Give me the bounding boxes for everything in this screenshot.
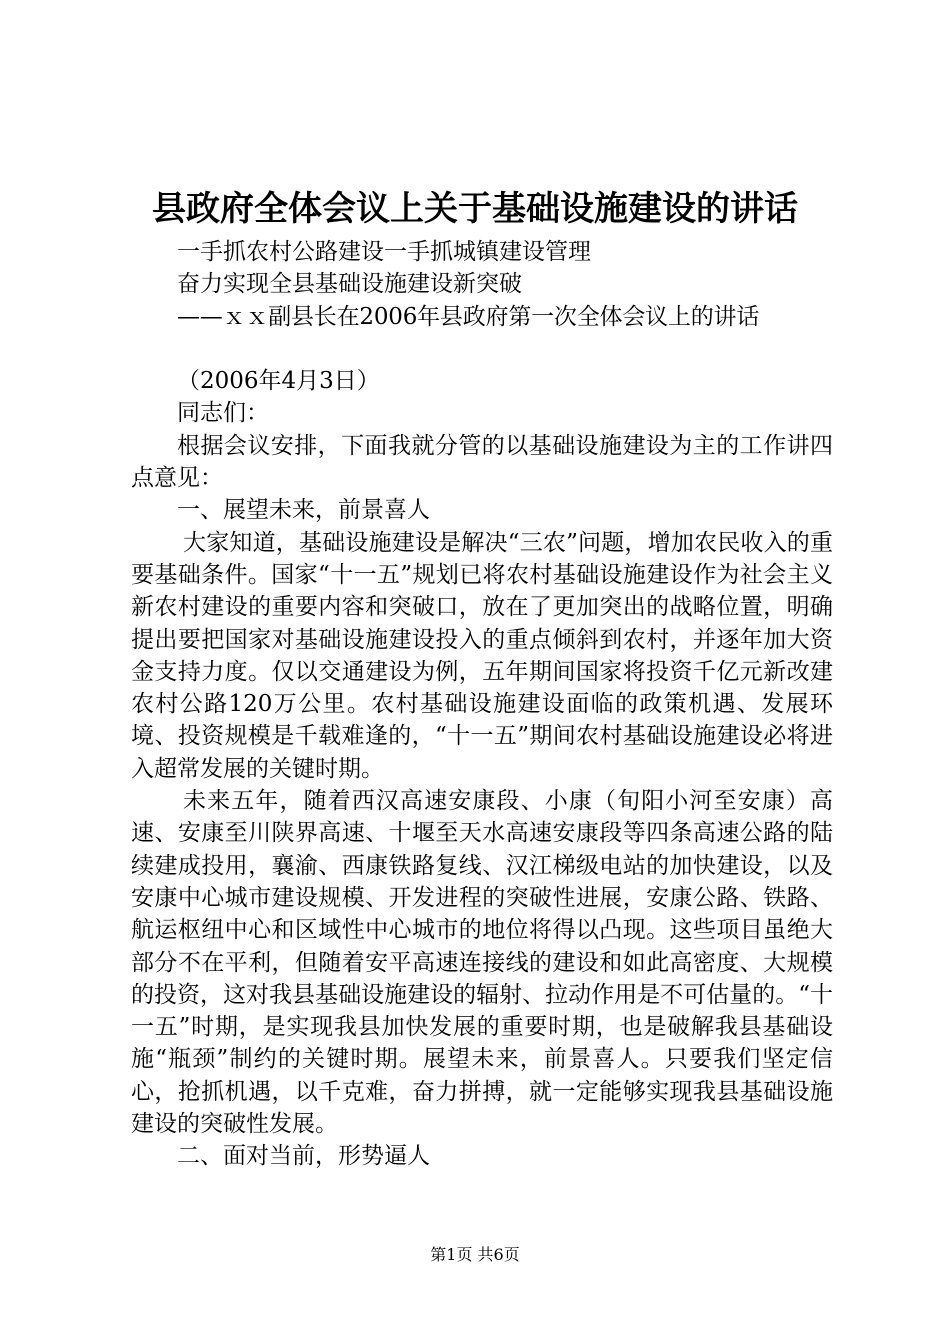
- body-paragraph-1: 大家知道，基础设施建设是解决“三农”问题，增加农民收入的重要基础条件。国家“十一五”规划已将农村基础设施建设作为社会主义新农村建设的重要内容和突破口，放在了更加突出的战略位置，明确提出要把国家对基础设施建设投入的重点倾斜到农村，并逐年加大资金支持力度。仅以交通建设为例，五年期间国家将投资千亿元新改建农村公路120万公里。农村基础设施建设面临的政策机遇、发展环境、投资规模是千载难逢的，“十一五”期间农村基础设施建设必将进入超常发展的关键时期。: [131, 529, 833, 782]
- blank-line: [131, 333, 833, 365]
- speaker-line: ——ｘｘ副县长在2006年县政府第一次全体会议上的讲话: [177, 303, 760, 330]
- intro-paragraph: 根据会议安排，下面我就分管的以基础设施建设为主的工作讲四点意见：: [131, 432, 833, 492]
- page-footer: 第1页 共6页: [430, 1245, 520, 1264]
- document-body: [131, 236, 833, 1173]
- subtitle-line-1: 一手抓农村公路建设一手抓城镇建设管理: [177, 239, 591, 265]
- section-heading-1: 一、展望未来，前景喜人: [177, 497, 430, 524]
- salutation: 同志们：: [177, 400, 269, 427]
- section-heading-2: 二、面对当前，形势逼人: [177, 1143, 430, 1170]
- document-title: 县政府全体会议上关于基础设施建设的讲话: [152, 189, 798, 229]
- subtitle-line-2: 奋力实现全县基础设施建设新突破: [177, 271, 522, 298]
- speech-date: （2006年4月3日）: [177, 368, 380, 395]
- body-paragraph-2: 未来五年，随着西汉高速安康段、小康（旬阳小河至安康）高速、安康至川陕界高速、十堰至天水高速安康段等四条高速公路的陆续建成投用，襄渝、西康铁路复线、汉江梯级电站的加快建设，以及安康中心城市建设规模、开发进程的突破性进展，安康公路、铁路、航运枢纽中心和区域性中心城市的地位将得以凸现。这些项目虽绝大部分不在平利，但随着安平高速连接线的建设和如此高密度、大规模的投资，这对我县基础设施建设的辐射、拉动作用是不可估量的。“十一五”时期，是实现我县加快发展的重要时期，也是破解我县基础设施“瓶颈”制约的关键时期。展望未来，前景喜人。只要我们坚定信心，抢抓机遇，以千克难，奋力拼搏，就一定能够实现我县基础设施建设的突破性发展。: [131, 788, 833, 1138]
